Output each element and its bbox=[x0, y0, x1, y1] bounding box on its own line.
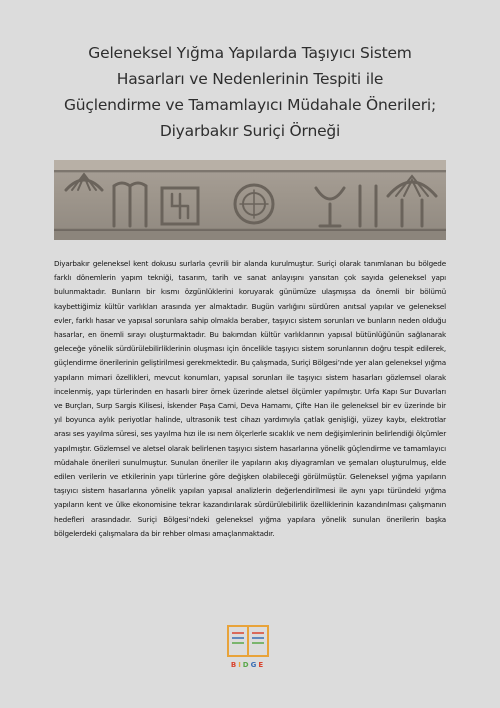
title-line-2: Hasarları ve Nedenlerinin Tespiti ile bbox=[116, 70, 384, 88]
publisher-letter-1: B bbox=[230, 661, 239, 669]
publisher-letter-4: G bbox=[250, 661, 259, 669]
book-title bbox=[40, 40, 460, 144]
publisher-letter-5: E bbox=[258, 661, 266, 669]
publisher-name bbox=[222, 661, 274, 669]
title-line-3: Güçlendirme ve Tamamlayıcı Müdahale Önerileri; bbox=[63, 96, 436, 114]
stone-relief-photo bbox=[54, 160, 446, 240]
publisher-letter-3: D bbox=[242, 661, 251, 669]
title-line-4: Diyarbakır Suriçi Örneği bbox=[159, 122, 341, 140]
title-line-1: Geleneksel Yığma Yapılarda Taşıyıcı Sistem bbox=[88, 44, 412, 62]
abstract-text: Diyarbakır geleneksel kent dokusu surlarla çevrili bir alanda kurulmuştur. Suriçi olarak tanımlanan bu bölgede farklı dönemlerin yapım tekniği, tasarım, tarih ve sanat anlayışını yansıtan çok sayıda geleneksel yapı bulunmaktadır. Bunların bir kısmı özgünlüklerini koruyarak günümüze ulaşmışsa da önemli bir bölümü kaybettiğimiz kültür varlıkları arasında yer almaktadır. Bugün varlığını sürdüren anıtsal yapılar ve geleneksel evler, farklı hasar ve yapısal sorunlara sahip olmakla beraber, taşıyıcı sistem sorunları ve bunların neden olduğu hasarlar, en önemli sırayı oluşturmaktadır. Bu bakımdan kültür varlıklarının yapısal bütünlüğünün sağlanarak geleceğe yönelik sürdürülebilirliklerinin oluşması için öncelikle taşıyıcı sistem sorunlarının doğru tespit edilerek, güçlendirme önerilerinin geliştirilmesi gerekmektedir. Bu çalışmada, Suriçi Bölgesi’nde yer alan geleneksel yığma yapıların mimari özellikleri, mevcut konumları, yapısal sorunları ile taşıyıcı sistem hasarları gözlemsel olarak incelenmiş, yapı türlerinden en hasarlı birer örnek üzerinde aletsel ölçümler yapılmıştır. Urfa Kapı Sur Duvarları ve Burçları, Surp Sargis Kilisesi, İskender Paşa Cami, Deva Hamamı, Çifte Han ile geleneksel bir ev üzerinde bir yıl boyunca aylık periyotlar halinde, ultrasonik test cihazı yardımıyla çatlak genişliği, yüzey kaybı, elektrotlar arası ses yayılma süresi, ses yayılma hızı ile ısı nem ölçerlerle sıcaklık ve nem değişimlerinin belirlendiği ölçümler yapılmıştır. Gözlemsel ve aletsel olarak belirlenen taşıyıcı sistem hasarlarına yönelik güçlendirme ve tamamlayıcı müdahale önerileri sunulmuştur. Sunulan öneriler ile yapıların akış diyagramları ve şemaları oluşturulmuş, elde edilen verilerin ve etkilerinin yapı türlerine göre değişken olabileceği görülmüştür. Geleneksel yığma yapıların taşıyıcı sistem hasarlarına yönelik yapılan yapısal analizlerin değerlendirilmesi ile aynı yapı türündeki yığma yapıların kent ve ülke ekonomisine tekrar kazandırılarak sürdürülebilirlik özelliklerinin kazandırılması çalışmanın hedefleri arasındadır. Suriçi Bölgesi’ndeki geleneksel yığma yapılara yönelik sunulan önerilerin başka bölgelerdeki çalışmalara da bir rehber olması amaçlanmaktadır. bbox=[54, 259, 446, 538]
publisher-letter-2: I bbox=[238, 661, 243, 669]
